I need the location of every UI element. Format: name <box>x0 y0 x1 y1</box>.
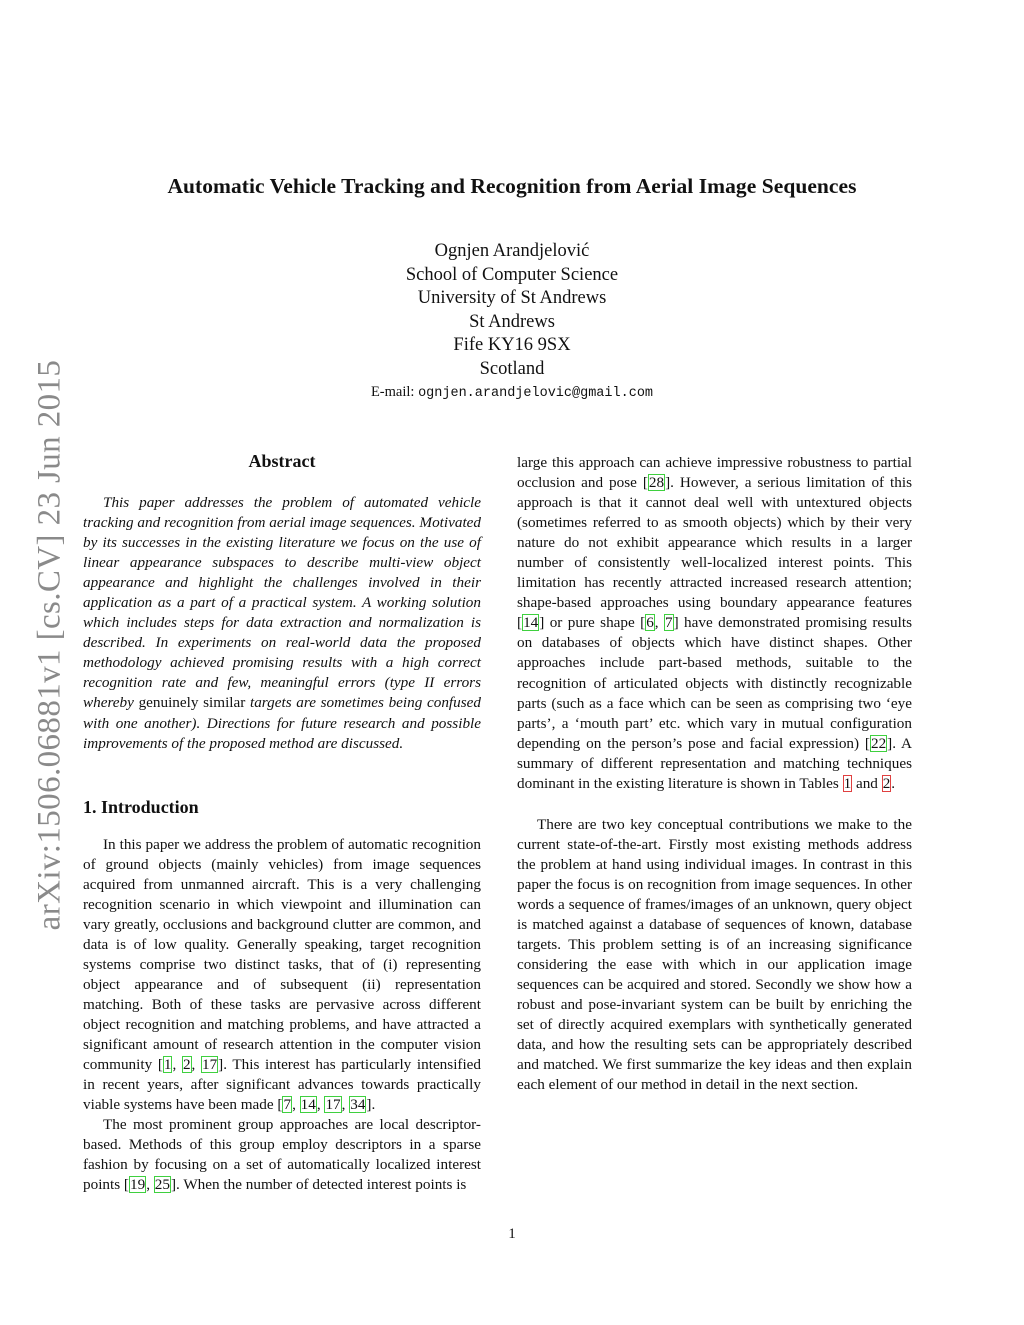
citation-link[interactable]: 22 <box>870 734 887 752</box>
affiliation-line: Fife KY16 9SX <box>453 335 571 355</box>
arxiv-stamp: arXiv:1506.06881v1 [cs.CV] 23 Jun 2015 <box>31 359 68 931</box>
text-run: ]. A summary of different representation and matching techniques dominant in the existing literature is shown in Tables <box>517 734 913 792</box>
text-run: ] or pure shape [ <box>539 614 646 632</box>
citation-link[interactable]: 1 <box>163 1056 172 1074</box>
abstract-text-part: targets are sometimes being confused with one another). Directions for future research and possible improvements of the proposed method are discussed. <box>83 694 481 752</box>
intro-paragraph-3: There are two key conceptual contributions we make to the current state-of-the-art. Firstly most existing methods address the problem at hand using individual images. In contrast in this paper the focus is on recognition from image sequences. In other words a sequence of frames/images of an unknown, query object is matched against a database of sequences of known, database targets. This problem setting is of an increasing significance considering the ease with which in our application image sequences can be acquired and stored. Secondly we show how a robust and pose-invariant system can be built by enriching the set of directly acquired exemplars with synthetically generated data, and how the resulting sets can be appropriately described and matched. We first summarize the key ideas and then explain each element of our method in detail in the next section. <box>517 815 912 1094</box>
right-column <box>517 453 912 1095</box>
abstract-heading: Abstract <box>248 451 316 471</box>
text-run: The most prominent group approaches are local descriptor-based. Methods of this group employ descriptors in a sparse fashion by focusing on a set of automatically localized interest points [ <box>83 1116 481 1194</box>
text-run: , <box>654 614 664 632</box>
text-run: ]. <box>366 1096 376 1114</box>
author-block <box>0 240 1024 405</box>
text-run: ]. However, a serious limitation of this approach is that it cannot deal well with untextured objects (sometimes referred to as smooth objects) which by their very nature do not exhibit appearance which results in a larger number of consistently well-localized interest points. This limitation has recently attracted increased research attention; shape-based approaches using boundary appearance features [ <box>517 474 912 632</box>
abstract-text-upright: genuinely similar <box>138 694 246 712</box>
text-run: ]. When the number of detected interest points is <box>170 1176 467 1194</box>
text-run: , <box>172 1056 182 1074</box>
citation-link[interactable]: 6 <box>646 614 654 632</box>
email-address[interactable]: ognjen.arandjelovic@gmail.com <box>418 386 654 401</box>
citation-link[interactable]: 14 <box>300 1096 316 1114</box>
intro-paragraph-2 <box>83 1115 481 1195</box>
citation-link[interactable]: 28 <box>648 474 665 492</box>
paper-title: Automatic Vehicle Tracking and Recognition from Aerial Image Sequences <box>167 174 857 198</box>
citation-link[interactable]: 19 <box>130 1176 146 1194</box>
affiliation-line: School of Computer Science <box>405 264 619 285</box>
text-run: large this approach can achieve impressive robustness to partial occlusion and pose [ <box>517 454 912 492</box>
citation-link[interactable]: 17 <box>201 1056 218 1074</box>
citation-link[interactable]: 14 <box>523 614 539 632</box>
abstract-text <box>83 493 481 754</box>
text-run: ] have demonstrated promising results on databases of objects which have distinct shapes. Other approaches include part-based methods, suitable to the recognition of articulated objects with distinctly recognizable parts (such as a face which can be seen as comprising two ‘eye parts’, a ‘mouth part’ etc. which vary in mutual configuration depending on the person’s pose and facial expression) [ <box>517 614 912 752</box>
affiliation-line: St Andrews <box>469 311 555 332</box>
affiliation-line: University of St Andrews <box>417 288 607 308</box>
citation-link[interactable]: 7 <box>283 1096 292 1114</box>
text-run: , <box>292 1096 300 1114</box>
left-column <box>83 449 481 1195</box>
table-ref-link[interactable]: 1 <box>843 774 852 792</box>
text-run: , <box>341 1096 350 1114</box>
intro-paragraph-2-continued <box>517 453 912 794</box>
affiliation-line: Scotland <box>479 358 545 379</box>
intro-paragraph-1 <box>83 835 481 1116</box>
text-run: , <box>191 1056 201 1074</box>
abstract-text-part: This paper addresses the problem of automated vehicle tracking and recognition from aerial image sequences. Motivated by its successes in the existing literature we focus on the use of linear appearance subspaces to describe multi-view object appearance and highlight the challenges involved in their application as a part of a practical system. A working solution which includes steps for data extraction and normalization is described. In experiments on real-world data the proposed methodology achieved promising results with a high correct recognition rate and few, meaningful errors (type II errors whereby <box>83 494 481 712</box>
email-line <box>0 381 1024 405</box>
email-label: E-mail: <box>370 384 415 400</box>
table-ref-link[interactable]: 2 <box>882 774 891 792</box>
text-run: , <box>316 1096 325 1114</box>
page-number: 1 <box>508 1226 516 1242</box>
author-name: Ognjen Arandjelović <box>434 241 590 261</box>
citation-link[interactable]: 25 <box>154 1176 170 1194</box>
citation-link[interactable]: 2 <box>182 1056 191 1074</box>
section-heading-introduction: 1. Introduction <box>83 796 199 817</box>
text-run: , <box>146 1176 154 1194</box>
citation-link[interactable]: 17 <box>325 1096 341 1114</box>
text-run: ]. This interest has particularly intensified in recent years, after significant advances towards practically viable systems have been made [ <box>83 1056 482 1114</box>
text-run: . <box>891 774 896 792</box>
citation-link[interactable]: 7 <box>665 614 673 632</box>
text-run: In this paper we address the problem of automatic recognition of ground objects (mainly vehicles) from image sequences acquired from unmanned aircraft. This is a very challenging recognition scenario in which viewpoint and illumination can vary greatly, occlusions and background clutter are common, and data is of low quality. Generally speaking, target recognition systems comprise two distinct tasks, that of (i) representing object appearance and of subsequent (ii) representation matching. Both of these tasks are pervasive across different object recognition and matching problems, and have attracted a significant amount of research attention in the computer vision community [ <box>83 835 481 1074</box>
text-run: and <box>852 774 882 792</box>
citation-link[interactable]: 34 <box>350 1096 366 1114</box>
